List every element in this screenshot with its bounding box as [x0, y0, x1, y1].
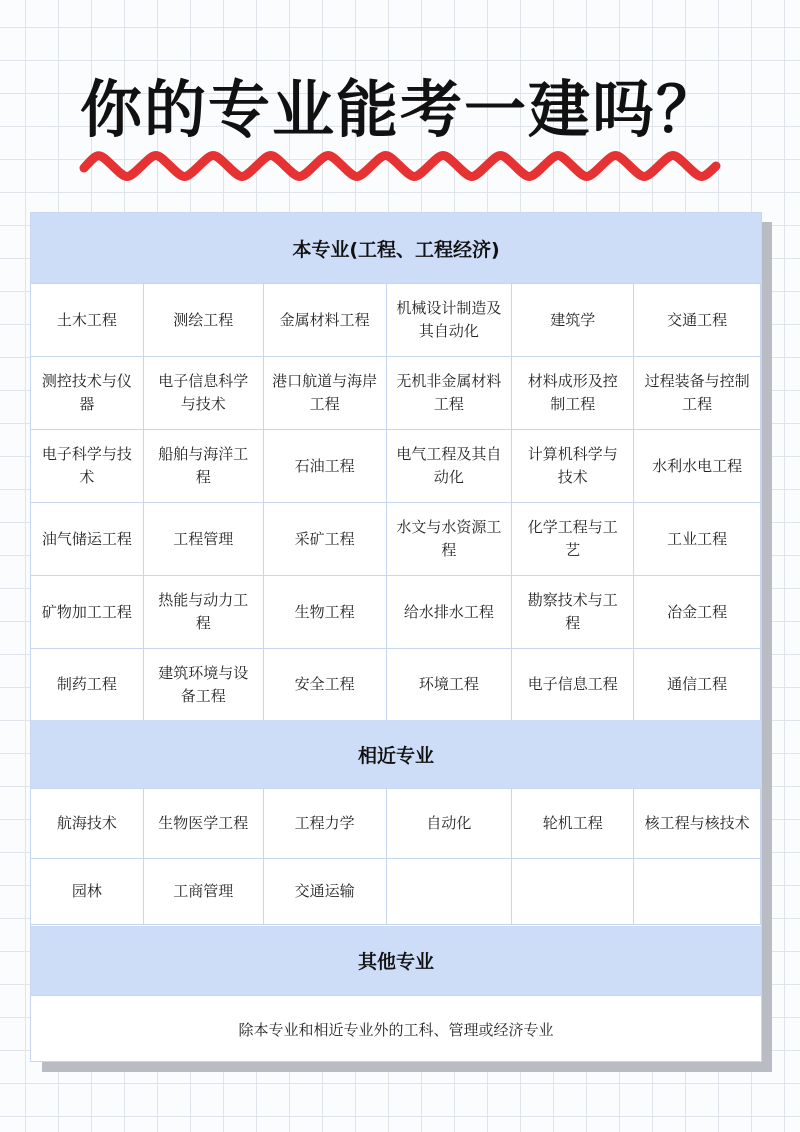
major-cell: 生物医学工程 [143, 788, 264, 859]
major-cell: 轮机工程 [511, 788, 634, 859]
major-cell: 材料成形及控制工程 [511, 356, 634, 430]
major-cell: 安全工程 [263, 648, 387, 721]
section-heading-main: 本专业(工程、工程经济) [31, 213, 761, 283]
major-cell: 矿物加工工程 [30, 575, 144, 649]
table-row [31, 503, 761, 576]
major-cell: 热能与动力工程 [143, 575, 264, 649]
major-cell: 水利水电工程 [633, 429, 761, 503]
table-row [31, 430, 761, 503]
table-row [31, 649, 761, 721]
major-cell: 计算机科学与技术 [511, 429, 634, 503]
major-cell [511, 858, 634, 925]
major-cell: 工商管理 [143, 858, 264, 925]
section-heading-related: 相近专业 [31, 720, 761, 788]
major-cell: 水文与水资源工程 [386, 502, 513, 576]
major-cell: 生物工程 [263, 575, 387, 649]
table-row [31, 859, 761, 925]
major-cell: 电子信息科学与技术 [143, 356, 264, 430]
major-cell: 港口航道与海岸工程 [263, 356, 387, 430]
main-majors-grid [31, 284, 761, 721]
major-cell: 通信工程 [633, 648, 761, 721]
other-majors-text: 除本专业和相近专业外的工科、管理或经济专业 [31, 995, 761, 1062]
major-cell: 无机非金属材料工程 [386, 356, 513, 430]
major-cell: 电子科学与技术 [30, 429, 144, 503]
major-cell: 电气工程及其自动化 [386, 429, 513, 503]
related-majors-grid [31, 789, 761, 925]
page-title: 你的专业能考一建吗？ [79, 73, 720, 146]
major-cell: 核工程与核技术 [633, 788, 761, 859]
major-cell: 油气储运工程 [30, 502, 144, 576]
major-cell: 机械设计制造及其自动化 [386, 283, 513, 357]
major-cell: 航海技术 [30, 788, 144, 859]
table-row [31, 789, 761, 859]
section-heading-other: 其他专业 [31, 926, 761, 995]
major-table-card [30, 212, 762, 1062]
major-cell: 电子信息工程 [511, 648, 634, 721]
table-row [31, 576, 761, 649]
major-cell: 自动化 [386, 788, 513, 859]
major-cell: 交通工程 [633, 283, 761, 357]
major-cell: 工业工程 [633, 502, 761, 576]
major-cell: 给水排水工程 [386, 575, 513, 649]
major-cell: 石油工程 [263, 429, 387, 503]
major-cell: 制药工程 [30, 648, 144, 721]
major-cell: 园林 [30, 858, 144, 925]
major-cell: 冶金工程 [633, 575, 761, 649]
major-cell: 工程力学 [263, 788, 387, 859]
major-cell: 勘察技术与工程 [511, 575, 634, 649]
major-cell: 金属材料工程 [263, 283, 387, 357]
table-row [31, 284, 761, 357]
major-cell [633, 858, 761, 925]
major-cell: 建筑环境与设备工程 [143, 648, 264, 721]
major-cell: 交通运输 [263, 858, 387, 925]
major-cell: 测绘工程 [143, 283, 264, 357]
major-cell: 建筑学 [511, 283, 634, 357]
major-cell: 化学工程与工艺 [511, 502, 634, 576]
red-wave-underline [78, 146, 722, 186]
major-cell: 土木工程 [30, 283, 144, 357]
major-cell: 船舶与海洋工程 [143, 429, 264, 503]
major-cell: 测控技术与仪器 [30, 356, 144, 430]
major-cell: 过程装备与控制工程 [633, 356, 761, 430]
major-cell [386, 858, 513, 925]
major-cell: 采矿工程 [263, 502, 387, 576]
major-cell: 工程管理 [143, 502, 264, 576]
table-row [31, 357, 761, 430]
major-cell: 环境工程 [386, 648, 513, 721]
